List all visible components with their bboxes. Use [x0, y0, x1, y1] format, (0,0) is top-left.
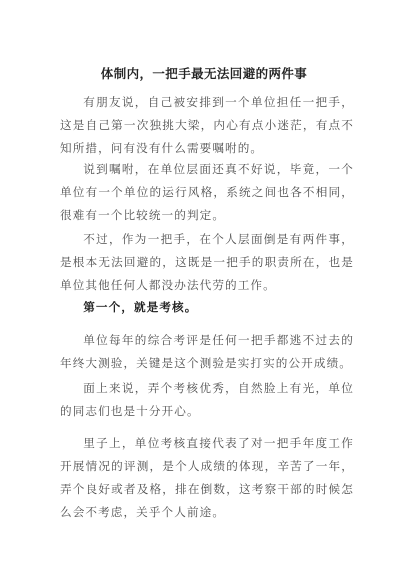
paragraph-6: 里子上，单位考核直接代表了对一把手年度工作开展情况的评测，是个人成绩的体现，辛苦了一年，弄个良好或者及格，排在倒数，这考察干部的时候怎么会不考虑，关乎个人前途。: [60, 436, 354, 519]
document-title: 体制内，一把手最无法回避的两件事: [100, 66, 308, 81]
paragraph-1: 有朋友说，自己被安排到一个单位担任一把手，这是自己第一次独挑大梁，内心有点小迷茫，有点不知所措，问有没有什么需要嘱咐的。: [60, 95, 354, 155]
paragraph-4: 单位每年的综合考评是任何一把手都逃不过去的年终大测验，关键是这个测验是实打实的公开成绩。: [60, 333, 354, 370]
paragraph-3: 不过，作为一把手，在个人层面倒是有两件事，是根本无法回避的，这既是一把手的职责所在，也是单位其他任何人都没办法代劳的工作。: [60, 232, 354, 292]
paragraph-5: 面上来说，弄个考核优秀，自然脸上有光，单位的同志们也是十分开心。: [60, 381, 354, 418]
paragraph-2: 说到嘱咐，在单位层面还真不好说，毕竟，一个单位有一个单位的运行风格，系统之间也各不相同，很难有一个比较统一的判定。: [60, 162, 354, 222]
section-heading: 第一个，就是考核。: [83, 300, 198, 314]
